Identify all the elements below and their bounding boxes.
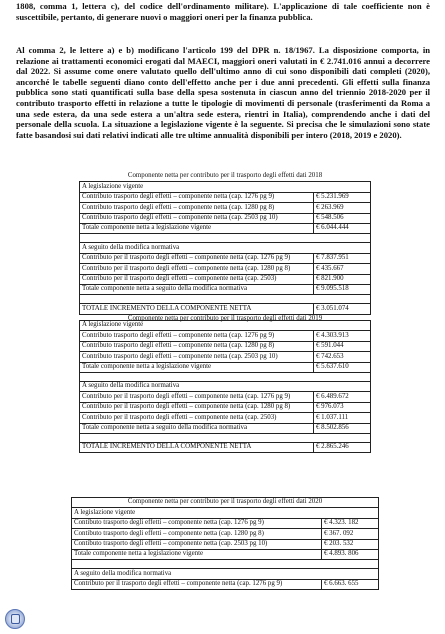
- section-modifica: A seguito della modifica normativa: [72, 569, 379, 579]
- table-row: Contributo trasporto degli effetti – componente netta (cap. 2503 pg 10) € 742.653: [80, 352, 371, 362]
- table-row: Contributo trasporto degli effetti – componente netta (cap. 1276 pg 9) € 4.303.913: [80, 331, 371, 341]
- table-row: Contributo trasporto degli effetti – componente netta (cap. 1276 pg 9) € 5.231.969: [80, 192, 371, 202]
- total-incremento-row: TOTALE INCREMENTO DELLA COMPONENTE NETTA € 3.051.074: [80, 304, 371, 314]
- table-row: Contributo trasporto degli effetti – componente netta (cap. 1280 pg 8) € 591.044: [80, 341, 371, 351]
- table-row: Contributo per il trasporto degli effetti – componente netta (cap. 1276 pg 9) € 7.837.951: [80, 253, 371, 263]
- table-row: Contibuto trasporto degli effetti – componente netta (cap. 2503 pg 10) € 203. 532: [72, 539, 379, 549]
- table-2019: [79, 320, 371, 453]
- table-title: Componente netta per contributo per il trasporto degli effetti dati 2020: [72, 498, 379, 508]
- section-vigente: A legislazione vigente: [80, 182, 371, 192]
- table-row: Contibuto trasporto degli effetti – componente netta (cap. 1276 pg 9) € 4.323. 182: [72, 518, 379, 528]
- table-2020: [71, 497, 379, 590]
- section-vigente: A legislazione vigente: [80, 321, 371, 331]
- table-row: Contributo trasporto degli effetti – componente netta (cap. 1280 pg 8) € 263.969: [80, 203, 371, 213]
- section-modifica: A seguito della modifica normativa: [80, 243, 371, 253]
- table-row: Contributo per il trasporto degli effetti – componente netta (cap. 1280 pg 8) € 976.073: [80, 402, 371, 412]
- table-row: Contributo per il trasporto degli effetti – componente netta (cap. 2503) € 821.900: [80, 274, 371, 284]
- table-row: Contributo per il trasporto degli effetti – componente netta (cap. 2503) € 1.037.111: [80, 413, 371, 423]
- table-row: Contibuto trasporto degli effetti – componente netta (cap. 1280 pg 8) € 367. 092: [72, 529, 379, 539]
- total-row: Totale componente netta a seguito della modifica normativa € 8.502.856: [80, 423, 371, 433]
- table-2018: [79, 172, 371, 324]
- total-row: Totale componente netta a legislazione vigente € 6.044.444: [80, 223, 371, 233]
- total-row: Totale componente netta a legislazione vigente € 4.893. 806: [72, 549, 379, 559]
- seal-icon: [5, 609, 25, 629]
- total-incremento-row: TOTALE INCREMENTO DELLA COMPONENTE NETTA € 2.865.246: [80, 442, 371, 452]
- section-vigente: A legislazione vigente: [72, 508, 379, 518]
- table-row: Contributo trasporto degli effetti – componente netta (cap. 2503 pg 10) € 548.506: [80, 213, 371, 223]
- table-title: Componente netta per contributo per il trasporto degli effetti dati 2018: [127, 172, 323, 180]
- table-row: Contributo per il trasporto degli effetti – componente netta (cap. 1276 pg 9) € 6.663. 655: [72, 579, 379, 589]
- paragraph-comma-2: Al comma 2, le lettere a) e b) modificano l'articolo 199 del DPR n. 18/1967. La disposizione comporta, in relazione ai trattamenti economici erogati dal MAECI, maggiori oneri valutati in € 2.741.016 annui a decorrere dal 2022. Si assume come onere valutato quello dell'ultimo anno di cui sono disponibili dati completi (2020), ancorché le tabelle seguenti diano conto dell'effetto anche per i due anni precedenti. Gli effetti sulla finanza pubblica sono stati quantificati sulla base della spesa sostenuta in ciascun anno del triennio 2018-2020 per il contributo trasporto effetti in relazione a tutte le tipologie di movimenti di personale (trasferimenti da Roma a una sede estera, da una sede estera a un'altra sede estera, rientri in Italia), comprendendo anche i dati del personale della scuola. La situazione a legislazione vigente è la seguente. Si precisa che le simulazioni sono state fatte basandosi sui dati relativi indicati alle tre ultime annualità disponibili per intero (2018, 2019 e 2020).: [16, 45, 430, 140]
- paragraph-intro: 1808, comma 1, lettera c), del codice dell'ordinamento militare). L'applicazione di tale coefficiente non è suscettibile, pertanto, di generare nuovi o maggiori oneri per la finanza pubblica.: [16, 1, 430, 22]
- table-row: Contributo per il trasporto degli effetti – componente netta (cap. 1280 pg 8) € 435.667: [80, 264, 371, 274]
- total-row: Totale componente netta a seguito della modifica normativa € 9.095.518: [80, 284, 371, 294]
- total-row: Totale componente netta a legislazione vigente € 5.637.610: [80, 362, 371, 372]
- table-row: Contributo per il trasporto degli effetti – componente netta (cap. 1276 pg 9) € 6.489.672: [80, 392, 371, 402]
- section-modifica: A seguito della modifica normativa: [80, 381, 371, 391]
- table-title: Componente netta per contributo per il trasporto degli effetti dati 2019: [127, 315, 323, 323]
